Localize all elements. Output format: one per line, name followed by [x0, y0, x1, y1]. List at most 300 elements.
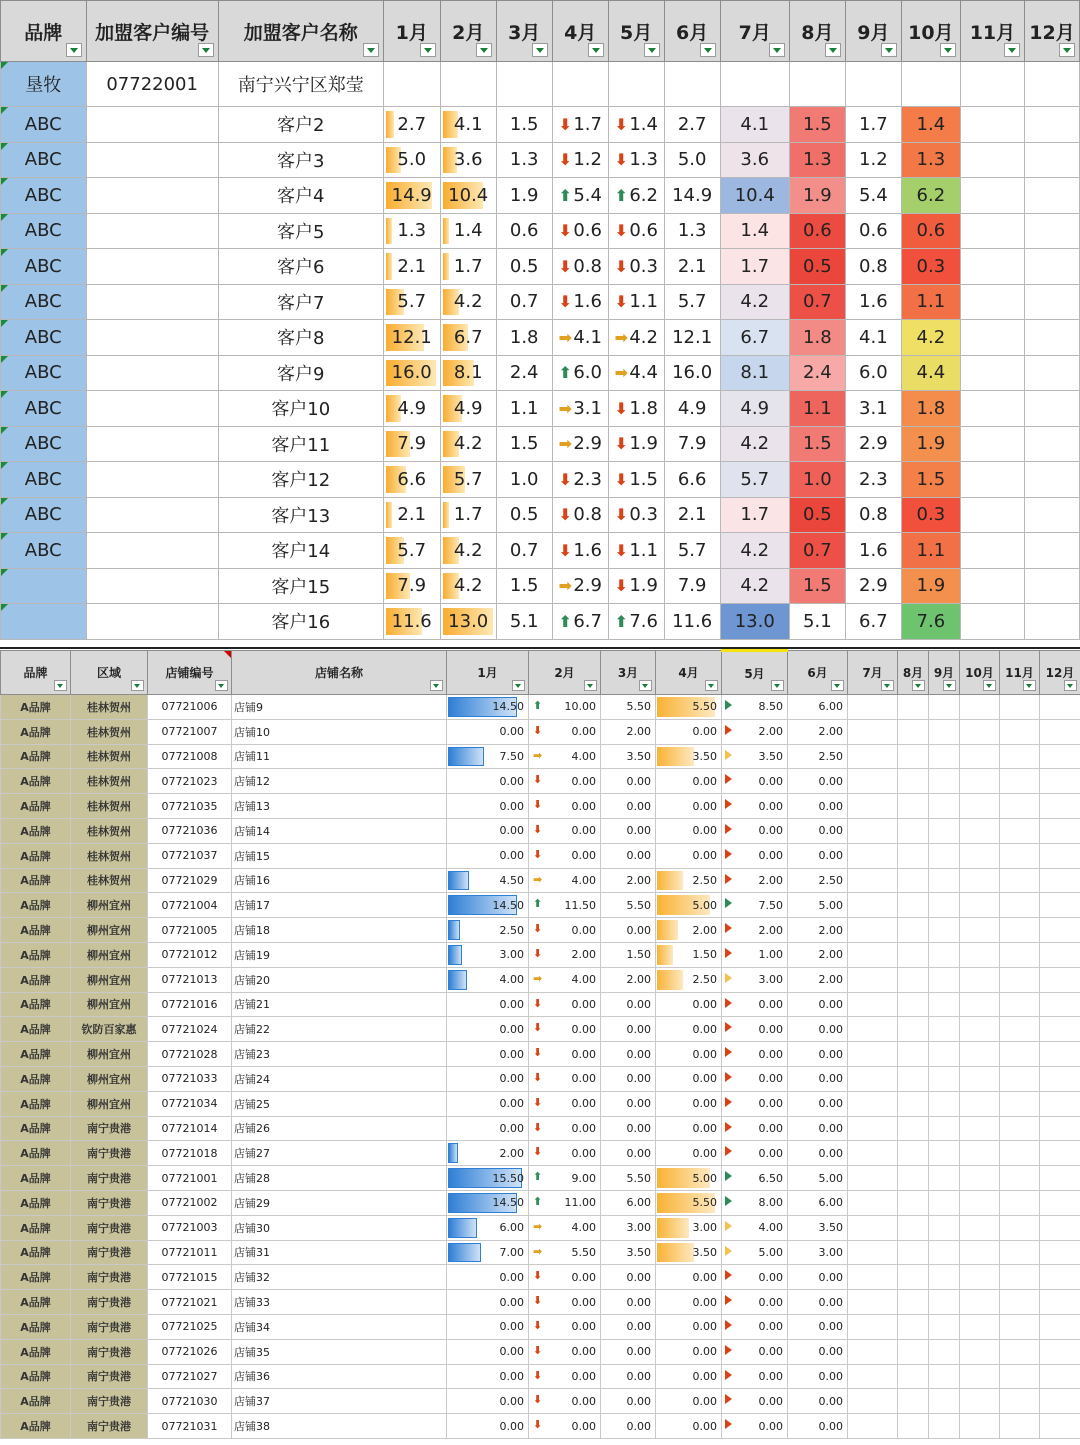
month-cell[interactable]: [898, 1265, 929, 1290]
month-cell-databar[interactable]: [447, 1265, 529, 1290]
month-cell-iconset[interactable]: [552, 320, 608, 356]
month-cell-iconset[interactable]: [722, 1091, 788, 1116]
month-cell[interactable]: [848, 1290, 898, 1315]
month-cell[interactable]: [601, 695, 656, 720]
month-cell-iconset[interactable]: [608, 320, 664, 356]
month-cell[interactable]: [960, 249, 1024, 285]
customer-code-cell[interactable]: [86, 62, 218, 107]
brand-cell[interactable]: [1, 1066, 71, 1091]
month-cell[interactable]: [1024, 284, 1079, 320]
month-cell-databar[interactable]: [447, 1066, 529, 1091]
month-cell-databar[interactable]: [656, 843, 722, 868]
month-cell[interactable]: [664, 284, 720, 320]
month-cell-databar[interactable]: [656, 1190, 722, 1215]
month-cell-databar[interactable]: [447, 992, 529, 1017]
store-code-cell[interactable]: [148, 1339, 232, 1364]
month-cell[interactable]: [960, 1116, 1000, 1141]
brand-cell[interactable]: [1, 1141, 71, 1166]
customer-code-cell[interactable]: [86, 462, 218, 498]
store-code-cell[interactable]: [148, 843, 232, 868]
month-cell-databar[interactable]: [656, 942, 722, 967]
month-cell[interactable]: [898, 794, 929, 819]
month-cell[interactable]: [1040, 1017, 1080, 1042]
month-cell[interactable]: [1040, 1414, 1080, 1439]
month-cell[interactable]: [1024, 107, 1079, 143]
month-cell-iconset[interactable]: [722, 1265, 788, 1290]
month-cell[interactable]: [960, 1265, 1000, 1290]
month-cell-iconset[interactable]: [529, 818, 601, 843]
month-cell-databar[interactable]: [656, 1141, 722, 1166]
month-cell-colorscale[interactable]: [720, 391, 789, 427]
month-cell[interactable]: [1040, 1066, 1080, 1091]
month-cell-colorscale[interactable]: [789, 462, 845, 498]
month-cell-databar[interactable]: [656, 794, 722, 819]
region-cell[interactable]: [71, 1091, 148, 1116]
brand-cell[interactable]: [1, 744, 71, 769]
customer-name-cell[interactable]: [218, 142, 383, 178]
month-cell[interactable]: [898, 1314, 929, 1339]
filter-dropdown-icon[interactable]: [532, 43, 548, 57]
store-name-cell[interactable]: [232, 695, 447, 720]
month-cell[interactable]: [1040, 868, 1080, 893]
store-name-cell[interactable]: [232, 1389, 447, 1414]
filter-dropdown-icon[interactable]: [943, 680, 956, 691]
month-cell-databar[interactable]: [447, 1042, 529, 1067]
month-cell-databar[interactable]: [656, 1215, 722, 1240]
store-name-cell[interactable]: [232, 1339, 447, 1364]
month-cell[interactable]: [1000, 818, 1040, 843]
brand-cell[interactable]: [1, 1339, 71, 1364]
month-cell-colorscale[interactable]: [901, 391, 960, 427]
month-cell[interactable]: [496, 355, 552, 391]
month-cell[interactable]: [664, 320, 720, 356]
month-cell-colorscale[interactable]: [720, 568, 789, 604]
month-cell[interactable]: [960, 426, 1024, 462]
month-cell-colorscale[interactable]: [720, 497, 789, 533]
store-code-cell[interactable]: [148, 744, 232, 769]
month-cell-iconset[interactable]: [529, 744, 601, 769]
month-cell[interactable]: [601, 1215, 656, 1240]
month-cell[interactable]: [601, 1240, 656, 1265]
month-cell[interactable]: [664, 604, 720, 640]
filter-dropdown-icon[interactable]: [1064, 680, 1077, 691]
month-cell[interactable]: [788, 942, 848, 967]
store-code-cell[interactable]: [148, 1017, 232, 1042]
month-cell-databar[interactable]: [447, 1017, 529, 1042]
month-cell[interactable]: [929, 1190, 960, 1215]
month-cell-iconset[interactable]: [722, 918, 788, 943]
month-cell[interactable]: [601, 1116, 656, 1141]
customer-name-cell[interactable]: [218, 391, 383, 427]
brand-cell[interactable]: [1, 1265, 71, 1290]
month-cell[interactable]: [960, 1389, 1000, 1414]
month-cell[interactable]: [1040, 1091, 1080, 1116]
month-cell[interactable]: [960, 62, 1024, 107]
month-cell[interactable]: [788, 1215, 848, 1240]
month-cell-iconset[interactable]: [552, 568, 608, 604]
month-cell[interactable]: [1000, 1265, 1040, 1290]
month-cell[interactable]: [664, 142, 720, 178]
month-cell-databar[interactable]: [447, 1314, 529, 1339]
store-code-cell[interactable]: [148, 1066, 232, 1091]
filter-dropdown-icon[interactable]: [512, 680, 525, 691]
month-cell[interactable]: [960, 1066, 1000, 1091]
month-cell[interactable]: [788, 1116, 848, 1141]
month-cell[interactable]: [552, 62, 608, 107]
store-name-cell[interactable]: [232, 1265, 447, 1290]
month-cell[interactable]: [788, 719, 848, 744]
month-cell[interactable]: [1040, 942, 1080, 967]
month-cell-iconset[interactable]: [722, 967, 788, 992]
month-cell[interactable]: [1040, 843, 1080, 868]
customer-code-cell[interactable]: [86, 320, 218, 356]
brand-cell[interactable]: [1, 142, 87, 178]
region-cell[interactable]: [71, 942, 148, 967]
month-cell-iconset[interactable]: [529, 1240, 601, 1265]
brand-cell[interactable]: [1, 1314, 71, 1339]
month-cell[interactable]: [960, 1339, 1000, 1364]
month-cell-iconset[interactable]: [722, 1066, 788, 1091]
month-cell[interactable]: [720, 62, 789, 107]
region-cell[interactable]: [71, 1240, 148, 1265]
month-cell-colorscale[interactable]: [901, 178, 960, 214]
month-cell[interactable]: [960, 918, 1000, 943]
month-cell-iconset[interactable]: [529, 967, 601, 992]
month-cell[interactable]: [845, 533, 901, 569]
filter-dropdown-icon[interactable]: [1023, 680, 1036, 691]
month-cell-databar[interactable]: [440, 355, 496, 391]
region-cell[interactable]: [71, 695, 148, 720]
month-cell-colorscale[interactable]: [789, 249, 845, 285]
filter-dropdown-icon[interactable]: [584, 680, 597, 691]
month-cell-colorscale[interactable]: [901, 568, 960, 604]
month-cell[interactable]: [898, 893, 929, 918]
month-cell[interactable]: [848, 1141, 898, 1166]
month-cell[interactable]: [960, 843, 1000, 868]
store-name-cell[interactable]: [232, 818, 447, 843]
month-cell[interactable]: [664, 213, 720, 249]
month-cell[interactable]: [929, 843, 960, 868]
month-cell[interactable]: [960, 497, 1024, 533]
customer-name-cell[interactable]: [218, 533, 383, 569]
month-cell-iconset[interactable]: [552, 497, 608, 533]
month-cell-databar[interactable]: [447, 744, 529, 769]
month-cell[interactable]: [1024, 462, 1079, 498]
month-cell-colorscale[interactable]: [901, 249, 960, 285]
month-cell-iconset[interactable]: [529, 1215, 601, 1240]
month-cell[interactable]: [496, 284, 552, 320]
store-code-cell[interactable]: [148, 1091, 232, 1116]
month-cell[interactable]: [788, 1240, 848, 1265]
brand-cell[interactable]: [1, 695, 71, 720]
month-cell[interactable]: [1000, 1042, 1040, 1067]
month-cell-databar[interactable]: [447, 843, 529, 868]
brand-cell[interactable]: [1, 918, 71, 943]
month-cell[interactable]: [848, 1116, 898, 1141]
month-cell-databar[interactable]: [656, 818, 722, 843]
filter-dropdown-icon[interactable]: [881, 680, 894, 691]
month-cell[interactable]: [1000, 1389, 1040, 1414]
month-cell[interactable]: [960, 568, 1024, 604]
month-cell[interactable]: [601, 868, 656, 893]
month-cell[interactable]: [1024, 426, 1079, 462]
brand-cell[interactable]: [1, 942, 71, 967]
brand-cell[interactable]: [1, 818, 71, 843]
month-cell[interactable]: [848, 942, 898, 967]
month-cell[interactable]: [929, 1066, 960, 1091]
month-cell[interactable]: [664, 426, 720, 462]
brand-cell[interactable]: [1, 967, 71, 992]
month-cell-colorscale[interactable]: [720, 533, 789, 569]
month-cell[interactable]: [960, 1240, 1000, 1265]
month-cell-databar[interactable]: [440, 107, 496, 143]
month-cell[interactable]: [601, 1389, 656, 1414]
filter-dropdown-icon[interactable]: [825, 43, 841, 57]
month-cell-colorscale[interactable]: [901, 355, 960, 391]
month-cell[interactable]: [1040, 1215, 1080, 1240]
brand-cell[interactable]: [1, 1240, 71, 1265]
month-cell-databar[interactable]: [440, 142, 496, 178]
month-cell[interactable]: [898, 769, 929, 794]
brand-cell[interactable]: [1, 1389, 71, 1414]
brand-cell[interactable]: [1, 794, 71, 819]
filter-dropdown-icon[interactable]: [983, 680, 996, 691]
month-cell[interactable]: [1024, 249, 1079, 285]
month-cell[interactable]: [845, 462, 901, 498]
brand-cell[interactable]: [1, 391, 87, 427]
month-cell[interactable]: [960, 1215, 1000, 1240]
month-cell[interactable]: [929, 942, 960, 967]
month-cell-iconset[interactable]: [608, 568, 664, 604]
month-cell[interactable]: [898, 1190, 929, 1215]
month-cell-iconset[interactable]: [552, 178, 608, 214]
month-cell[interactable]: [898, 1166, 929, 1191]
region-cell[interactable]: [71, 744, 148, 769]
filter-dropdown-icon[interactable]: [420, 43, 436, 57]
customer-name-cell[interactable]: [218, 462, 383, 498]
month-cell[interactable]: [496, 604, 552, 640]
month-cell-iconset[interactable]: [722, 695, 788, 720]
month-cell[interactable]: [1000, 1314, 1040, 1339]
region-cell[interactable]: [71, 1265, 148, 1290]
month-cell[interactable]: [1040, 1339, 1080, 1364]
month-cell[interactable]: [664, 497, 720, 533]
month-cell-databar[interactable]: [656, 1389, 722, 1414]
month-cell[interactable]: [1024, 62, 1079, 107]
month-cell[interactable]: [848, 868, 898, 893]
month-cell[interactable]: [960, 1166, 1000, 1191]
month-cell[interactable]: [788, 1141, 848, 1166]
month-cell[interactable]: [1024, 604, 1079, 640]
month-cell[interactable]: [1024, 568, 1079, 604]
region-cell[interactable]: [71, 1364, 148, 1389]
month-cell[interactable]: [929, 1166, 960, 1191]
store-code-cell[interactable]: [148, 818, 232, 843]
month-cell-iconset[interactable]: [722, 942, 788, 967]
filter-dropdown-icon[interactable]: [215, 680, 228, 691]
month-cell[interactable]: [1000, 1017, 1040, 1042]
month-cell[interactable]: [601, 1166, 656, 1191]
month-cell[interactable]: [960, 818, 1000, 843]
month-cell-databar[interactable]: [447, 868, 529, 893]
month-cell[interactable]: [601, 744, 656, 769]
month-cell[interactable]: [788, 1339, 848, 1364]
store-name-cell[interactable]: [232, 1364, 447, 1389]
month-cell[interactable]: [1040, 1265, 1080, 1290]
month-cell[interactable]: [848, 843, 898, 868]
month-cell-iconset[interactable]: [722, 843, 788, 868]
customer-code-cell[interactable]: [86, 213, 218, 249]
month-cell[interactable]: [1040, 918, 1080, 943]
store-name-cell[interactable]: [232, 1091, 447, 1116]
month-cell[interactable]: [601, 794, 656, 819]
month-cell[interactable]: [960, 107, 1024, 143]
month-cell[interactable]: [960, 1017, 1000, 1042]
month-cell-databar[interactable]: [383, 391, 440, 427]
month-cell[interactable]: [960, 744, 1000, 769]
month-cell[interactable]: [848, 818, 898, 843]
month-cell[interactable]: [898, 1215, 929, 1240]
month-cell[interactable]: [1040, 1116, 1080, 1141]
month-cell[interactable]: [788, 1066, 848, 1091]
month-cell[interactable]: [1040, 1290, 1080, 1315]
month-cell[interactable]: [664, 568, 720, 604]
month-cell[interactable]: [845, 604, 901, 640]
month-cell[interactable]: [960, 462, 1024, 498]
month-cell-databar[interactable]: [656, 1265, 722, 1290]
month-cell[interactable]: [664, 107, 720, 143]
region-cell[interactable]: [71, 992, 148, 1017]
month-cell[interactable]: [664, 62, 720, 107]
month-cell-iconset[interactable]: [722, 719, 788, 744]
filter-dropdown-icon[interactable]: [1004, 43, 1020, 57]
month-cell[interactable]: [788, 1364, 848, 1389]
month-cell-iconset[interactable]: [529, 1166, 601, 1191]
month-cell[interactable]: [601, 1414, 656, 1439]
month-cell-iconset[interactable]: [529, 1141, 601, 1166]
month-cell[interactable]: [929, 1389, 960, 1414]
store-code-cell[interactable]: [148, 1190, 232, 1215]
month-cell[interactable]: [848, 719, 898, 744]
region-cell[interactable]: [71, 1389, 148, 1414]
month-cell[interactable]: [601, 1017, 656, 1042]
region-cell[interactable]: [71, 769, 148, 794]
month-cell[interactable]: [1040, 992, 1080, 1017]
region-cell[interactable]: [71, 918, 148, 943]
month-cell-iconset[interactable]: [529, 1042, 601, 1067]
store-code-cell[interactable]: [148, 967, 232, 992]
month-cell[interactable]: [898, 967, 929, 992]
filter-dropdown-icon[interactable]: [430, 680, 443, 691]
month-cell-iconset[interactable]: [529, 1017, 601, 1042]
month-cell-databar[interactable]: [383, 604, 440, 640]
month-cell-databar[interactable]: [383, 284, 440, 320]
month-cell-databar[interactable]: [383, 533, 440, 569]
month-cell-databar[interactable]: [656, 1339, 722, 1364]
month-cell[interactable]: [788, 1265, 848, 1290]
month-cell-colorscale[interactable]: [720, 604, 789, 640]
month-cell[interactable]: [788, 1414, 848, 1439]
month-cell[interactable]: [960, 178, 1024, 214]
month-cell[interactable]: [845, 249, 901, 285]
brand-cell[interactable]: [1, 843, 71, 868]
month-cell-databar[interactable]: [440, 391, 496, 427]
region-cell[interactable]: [71, 1414, 148, 1439]
month-cell[interactable]: [898, 818, 929, 843]
month-cell-databar[interactable]: [447, 1116, 529, 1141]
month-cell[interactable]: [788, 893, 848, 918]
month-cell[interactable]: [1040, 893, 1080, 918]
store-name-cell[interactable]: [232, 1141, 447, 1166]
month-cell[interactable]: [929, 1141, 960, 1166]
month-cell[interactable]: [1000, 868, 1040, 893]
month-cell-iconset[interactable]: [608, 107, 664, 143]
month-cell[interactable]: [929, 695, 960, 720]
customer-name-cell[interactable]: [218, 568, 383, 604]
store-name-cell[interactable]: [232, 1066, 447, 1091]
store-code-cell[interactable]: [148, 719, 232, 744]
month-cell[interactable]: [601, 1290, 656, 1315]
month-cell[interactable]: [960, 355, 1024, 391]
month-cell[interactable]: [788, 769, 848, 794]
store-code-cell[interactable]: [148, 1141, 232, 1166]
month-cell[interactable]: [848, 992, 898, 1017]
month-cell[interactable]: [608, 62, 664, 107]
month-cell-iconset[interactable]: [529, 769, 601, 794]
month-cell-databar[interactable]: [440, 249, 496, 285]
month-cell[interactable]: [848, 918, 898, 943]
month-cell[interactable]: [1024, 497, 1079, 533]
filter-dropdown-icon[interactable]: [639, 680, 652, 691]
customer-code-cell[interactable]: [86, 107, 218, 143]
region-cell[interactable]: [71, 843, 148, 868]
brand-cell[interactable]: [1, 1042, 71, 1067]
month-cell-databar[interactable]: [656, 719, 722, 744]
month-cell[interactable]: [601, 1364, 656, 1389]
month-cell[interactable]: [1000, 1290, 1040, 1315]
month-cell[interactable]: [929, 1414, 960, 1439]
customer-code-cell[interactable]: [86, 604, 218, 640]
month-cell[interactable]: [1000, 695, 1040, 720]
month-cell-databar[interactable]: [447, 1190, 529, 1215]
month-cell-colorscale[interactable]: [720, 462, 789, 498]
month-cell[interactable]: [788, 818, 848, 843]
month-cell[interactable]: [496, 249, 552, 285]
filter-dropdown-icon[interactable]: [881, 43, 897, 57]
month-cell-databar[interactable]: [383, 426, 440, 462]
store-code-cell[interactable]: [148, 1215, 232, 1240]
month-cell[interactable]: [1024, 178, 1079, 214]
month-cell-databar[interactable]: [447, 695, 529, 720]
month-cell[interactable]: [845, 178, 901, 214]
month-cell[interactable]: [845, 62, 901, 107]
month-cell[interactable]: [788, 868, 848, 893]
month-cell-colorscale[interactable]: [901, 462, 960, 498]
month-cell-databar[interactable]: [656, 1017, 722, 1042]
brand-cell[interactable]: [1, 213, 87, 249]
region-cell[interactable]: [71, 1166, 148, 1191]
customer-code-cell[interactable]: [86, 284, 218, 320]
month-cell[interactable]: [788, 918, 848, 943]
month-cell[interactable]: [898, 1414, 929, 1439]
customer-code-cell[interactable]: [86, 178, 218, 214]
month-cell[interactable]: [848, 1339, 898, 1364]
region-cell[interactable]: [71, 818, 148, 843]
month-cell-colorscale[interactable]: [789, 320, 845, 356]
month-cell-colorscale[interactable]: [901, 533, 960, 569]
month-cell[interactable]: [960, 967, 1000, 992]
month-cell-databar[interactable]: [447, 967, 529, 992]
